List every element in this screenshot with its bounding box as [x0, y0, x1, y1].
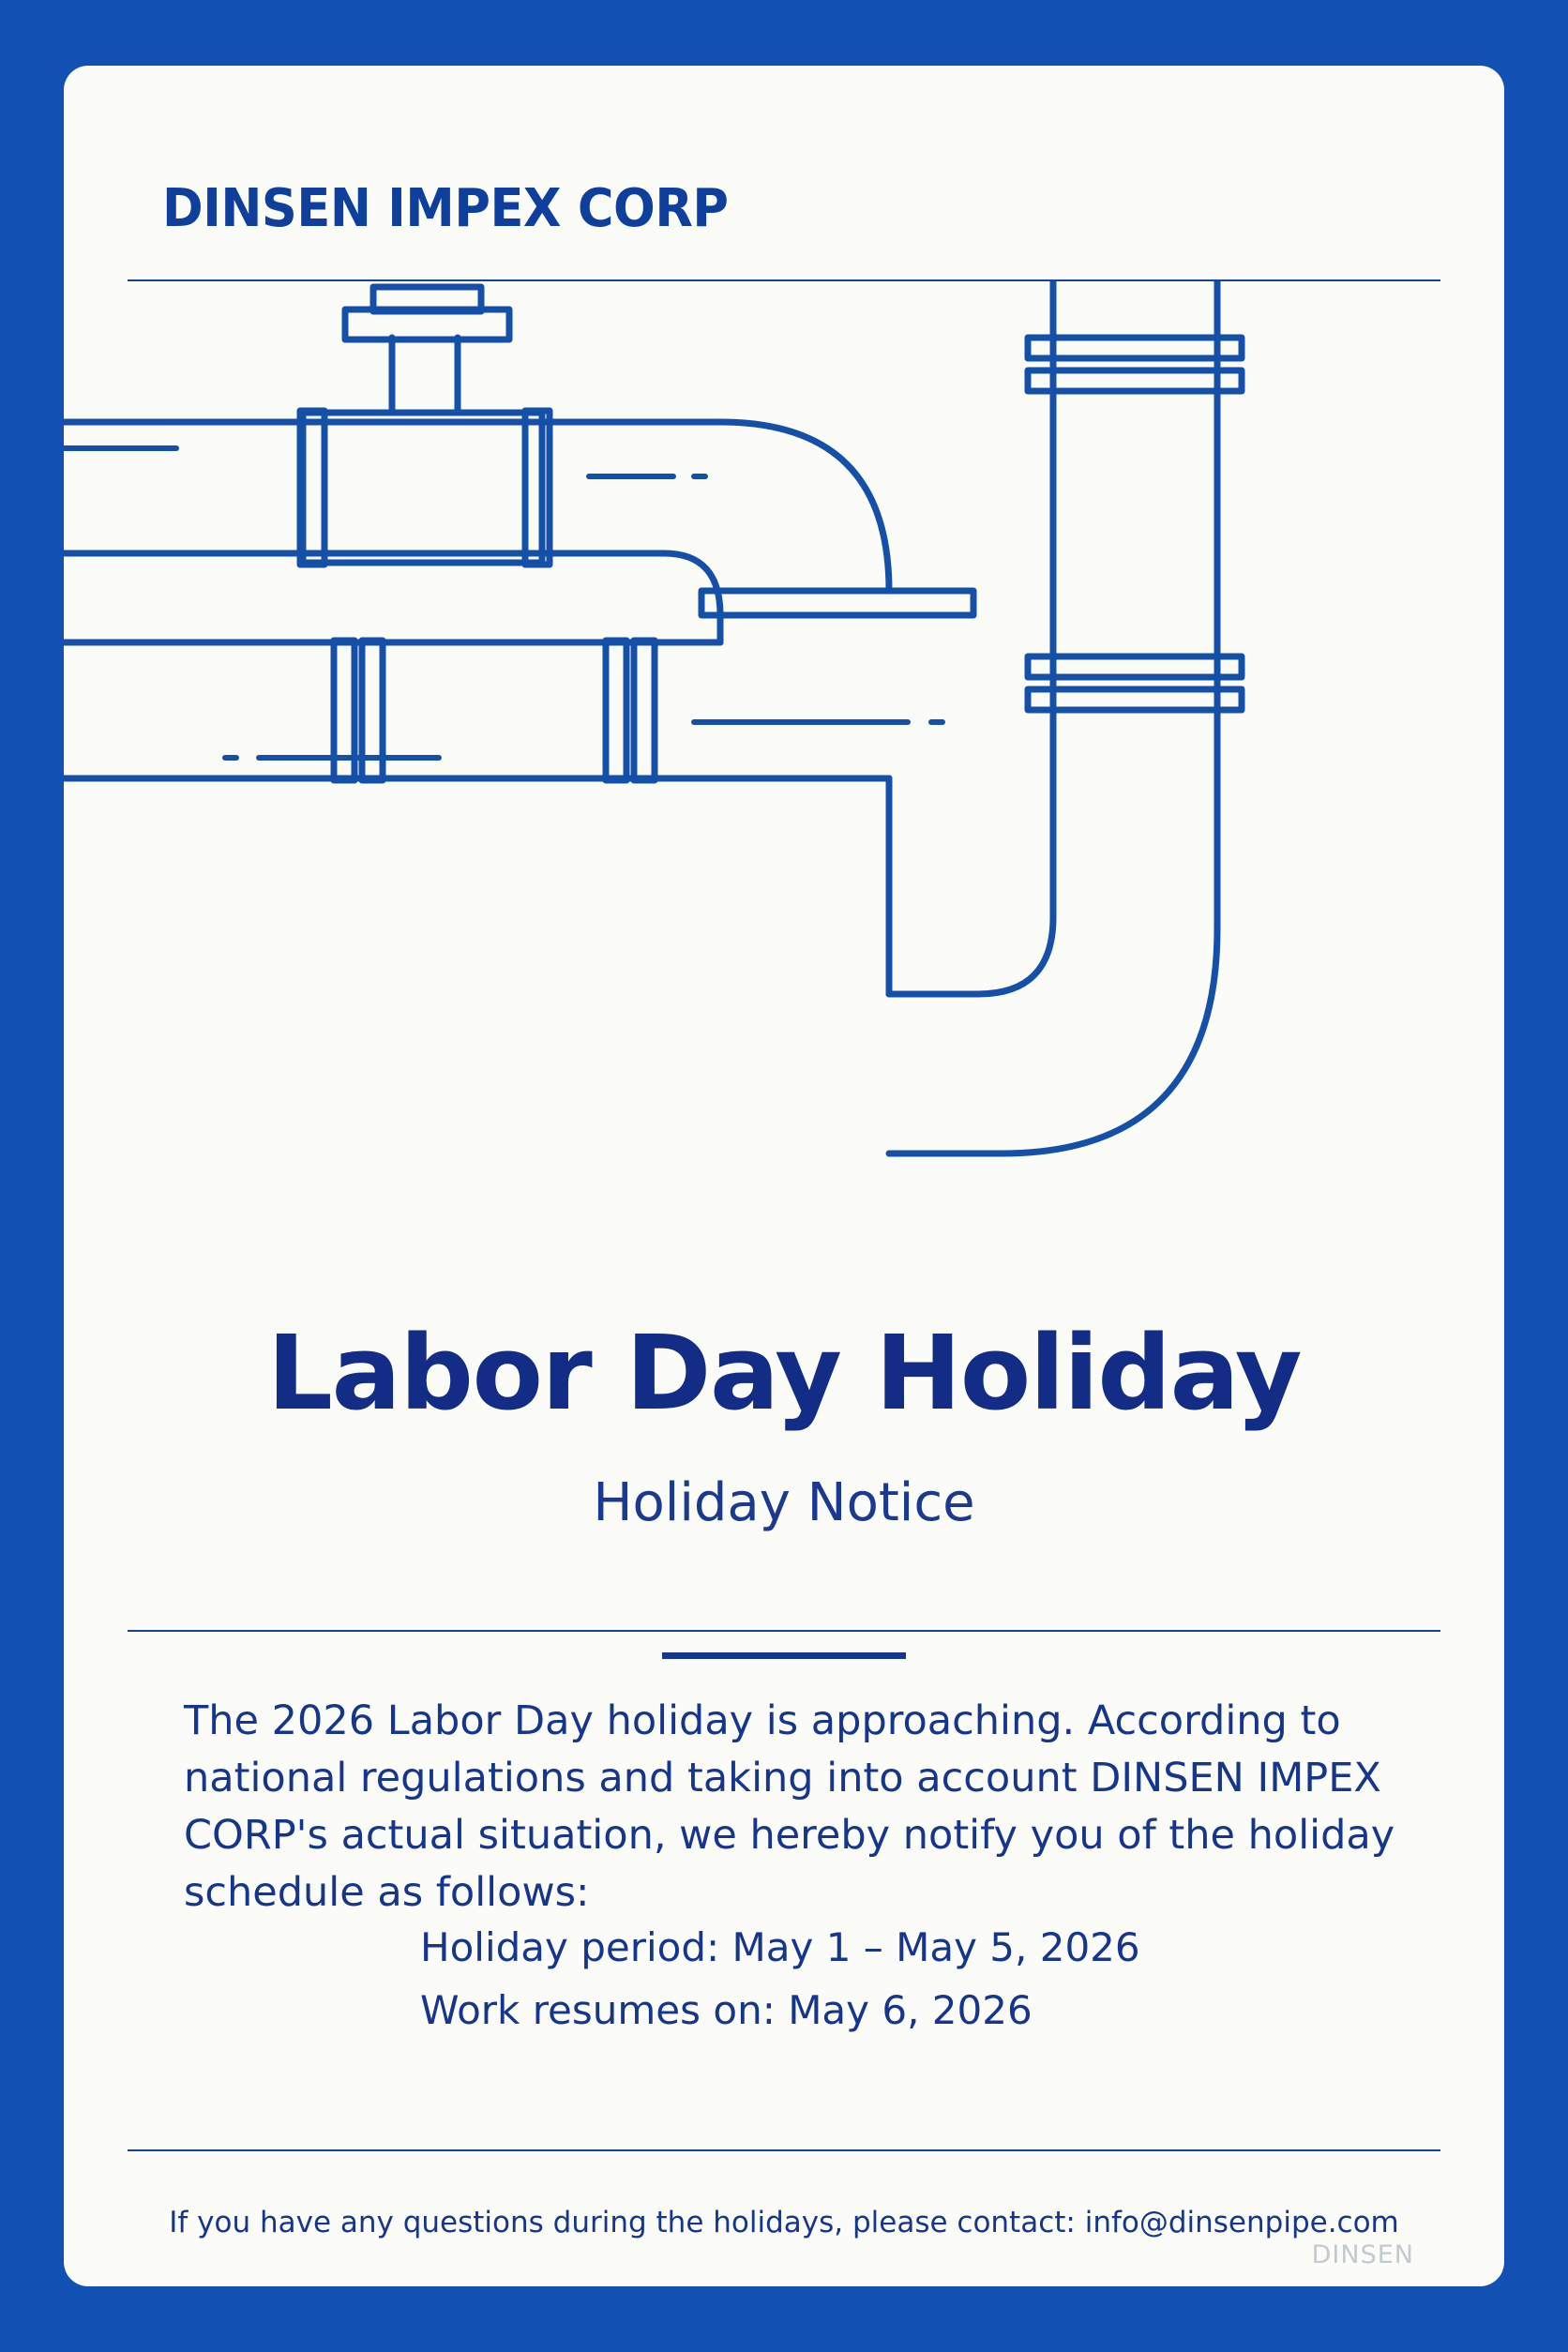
- title-divider: [662, 1652, 906, 1659]
- holiday-period: Holiday period: May 1 – May 5, 2026: [420, 1924, 1140, 1970]
- footer-contact: If you have any questions during the holidays, please contact: info@dinsenpipe.com: [169, 2206, 1399, 2239]
- company-logo-text: DINSEN IMPEX CORP: [162, 178, 729, 239]
- page-title: Labor Day Holiday: [266, 1313, 1302, 1433]
- holiday-details: [420, 1918, 1414, 2043]
- watermark: DINSEN: [1311, 2240, 1414, 2269]
- notice-card: [64, 66, 1504, 2286]
- notice-body: The 2026 Labor Day holiday is approaching. According to national regulations and taking into account DINSEN IMPEX CORP's actual situation, we hereby notify you of the holiday schedule as follows:: [184, 1697, 1395, 1917]
- work-resume-date: Work resumes on: May 6, 2026: [420, 1987, 1033, 2033]
- body-divider: [128, 1630, 1440, 1632]
- pipe-illustration: [64, 281, 1504, 1275]
- footer-divider: [128, 2149, 1440, 2151]
- page-subtitle: Holiday Notice: [593, 1472, 975, 1533]
- header: [64, 66, 1504, 279]
